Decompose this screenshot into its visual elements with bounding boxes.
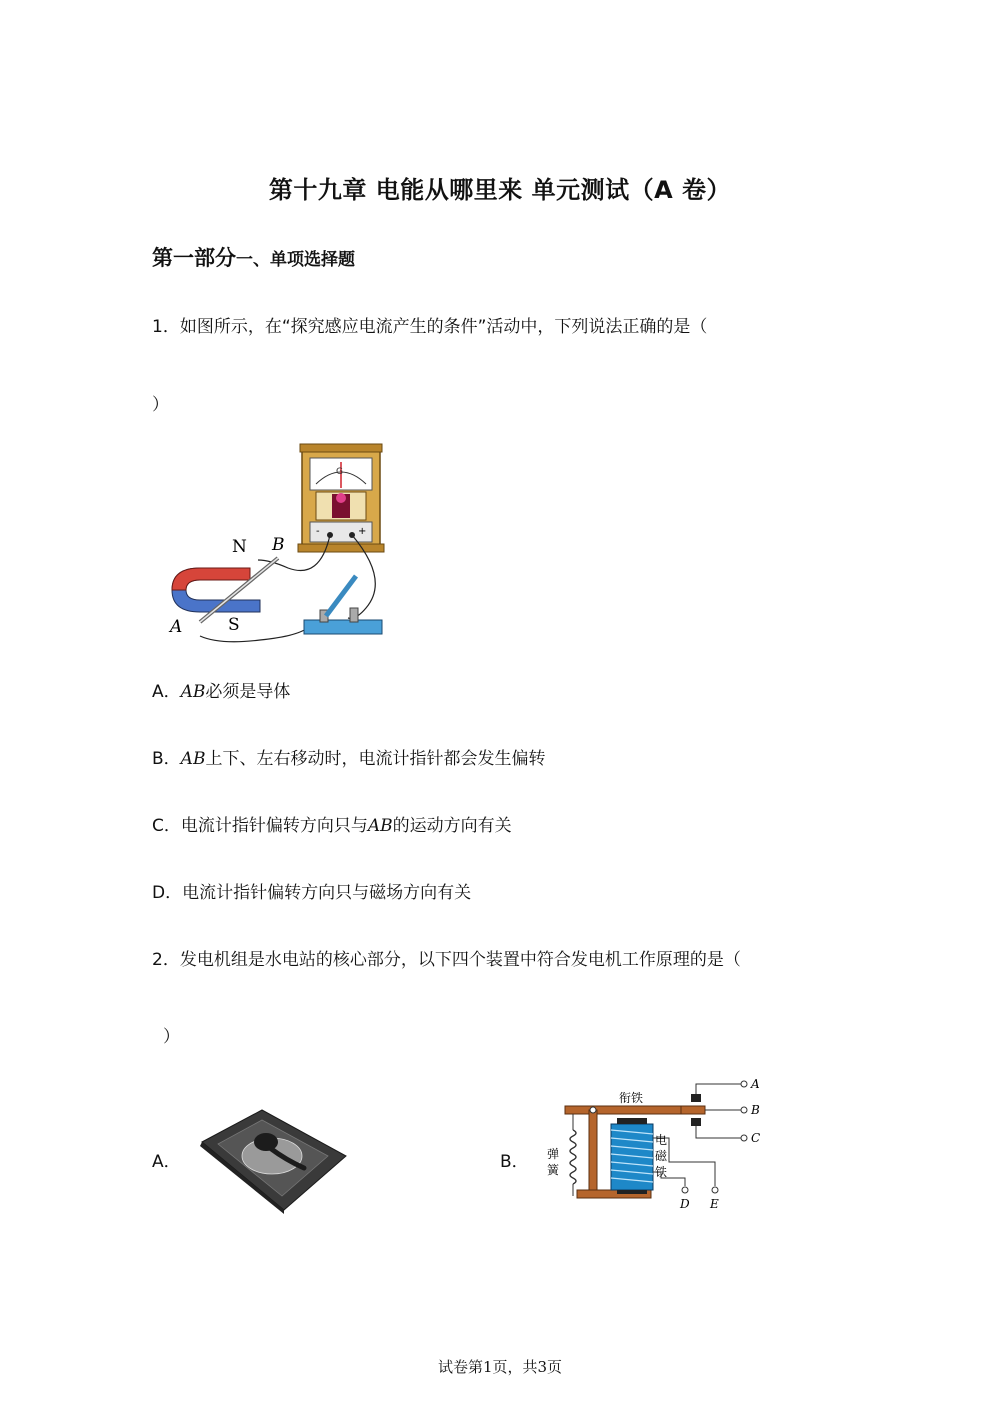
electromagnet-label-1: 电 [655, 1133, 668, 1147]
core-bottom [617, 1190, 647, 1194]
electromagnetic-relay-drawing [545, 1072, 780, 1214]
option-c-text: 的运动方向有关 [392, 816, 512, 836]
terminal-c [741, 1135, 747, 1141]
armature-label: 衔铁 [619, 1091, 644, 1105]
label-relay-d: D [680, 1197, 690, 1211]
label-relay-e: E [710, 1197, 719, 1211]
terminal-d [682, 1187, 688, 1193]
galvanometer-top [300, 444, 382, 452]
question-1-figure [160, 440, 400, 650]
armature-bar [565, 1106, 691, 1114]
page-footer: 试卷第1页，共3页 [437, 1358, 563, 1376]
compass-sinan-image [196, 1098, 350, 1214]
lower-contact [691, 1118, 701, 1126]
spring-label-2: 簧 [547, 1163, 560, 1177]
galvanometer-g-label: G [336, 467, 343, 477]
armature-pivot [590, 1107, 596, 1113]
label-relay-c: C [751, 1131, 761, 1145]
wire-to-c [696, 1126, 741, 1138]
section-sub-label: 一、单项选择题 [236, 250, 355, 270]
plus-label: + [358, 526, 367, 537]
section-main-label: 第一部分 [152, 246, 236, 270]
page-title: 第十九章 电能从哪里来 单元测试（A 卷） [268, 176, 732, 204]
relay-diagram [545, 1072, 780, 1214]
terminal-b [741, 1107, 747, 1113]
label-b: B [272, 535, 285, 555]
minus-label: - [316, 526, 320, 537]
option-a-text: 必须是导体 [205, 682, 291, 702]
question-2-paren-close: ） [163, 1027, 180, 1047]
magnet-top-n [172, 568, 250, 590]
induction-experiment-diagram [160, 440, 400, 650]
option-c-prefix: C．电流计指针偏转方向只与 [152, 816, 368, 836]
label-s: S [228, 615, 240, 635]
question-1-option-b [152, 747, 545, 771]
core-top [617, 1118, 647, 1124]
label-relay-b: B [751, 1103, 760, 1117]
switch-base [304, 620, 382, 634]
option-b-text: 上下、左右移动时，电流计指针都会发生偏转 [205, 749, 546, 769]
spring-label-1: 弹 [547, 1147, 560, 1161]
label-relay-a: A [751, 1077, 760, 1091]
label-n: N [232, 537, 247, 557]
question-1-stem: 1．如图所示，在“探究感应电流产生的条件”活动中，下列说法正确的是（ [152, 317, 708, 337]
question-1-paren-close: ） [152, 395, 169, 415]
spring-coil [570, 1130, 576, 1184]
switch-post-right [350, 608, 358, 622]
galvanometer-base [298, 544, 384, 552]
option-a-ab: AB [180, 682, 206, 702]
terminal-e [712, 1187, 718, 1193]
sinan-compass-drawing [196, 1098, 350, 1214]
option-d-prefix: D．电流计指针偏转方向只与磁场方向有关 [152, 883, 472, 903]
question-1-option-c [152, 814, 512, 838]
wire-3 [200, 626, 310, 642]
option-b-prefix: B． [152, 749, 181, 769]
electromagnet-label-3: 铁 [655, 1165, 668, 1179]
section-heading [152, 242, 355, 272]
label-a: A [170, 617, 183, 637]
upper-contact [691, 1094, 701, 1102]
option-a-prefix: A． [152, 682, 181, 702]
wire-to-a [696, 1084, 741, 1094]
option-c-ab: AB [367, 816, 393, 836]
moving-contact [681, 1106, 705, 1114]
question-2-stem: 2．发电机组是水电站的核心部分，以下四个装置中符合发电机工作原理的是（ [152, 950, 741, 970]
terminal-a [741, 1081, 747, 1087]
question-1-option-a [152, 680, 290, 704]
option-b-ab: AB [180, 749, 206, 769]
galvanometer-coil [336, 493, 346, 503]
question-1-option-d [152, 881, 471, 905]
frame-post [589, 1110, 597, 1196]
question-2-option-b-label: B． [500, 1152, 529, 1172]
question-2-option-a-label: A． [152, 1152, 181, 1172]
electromagnet-label-2: 磁 [655, 1149, 668, 1163]
